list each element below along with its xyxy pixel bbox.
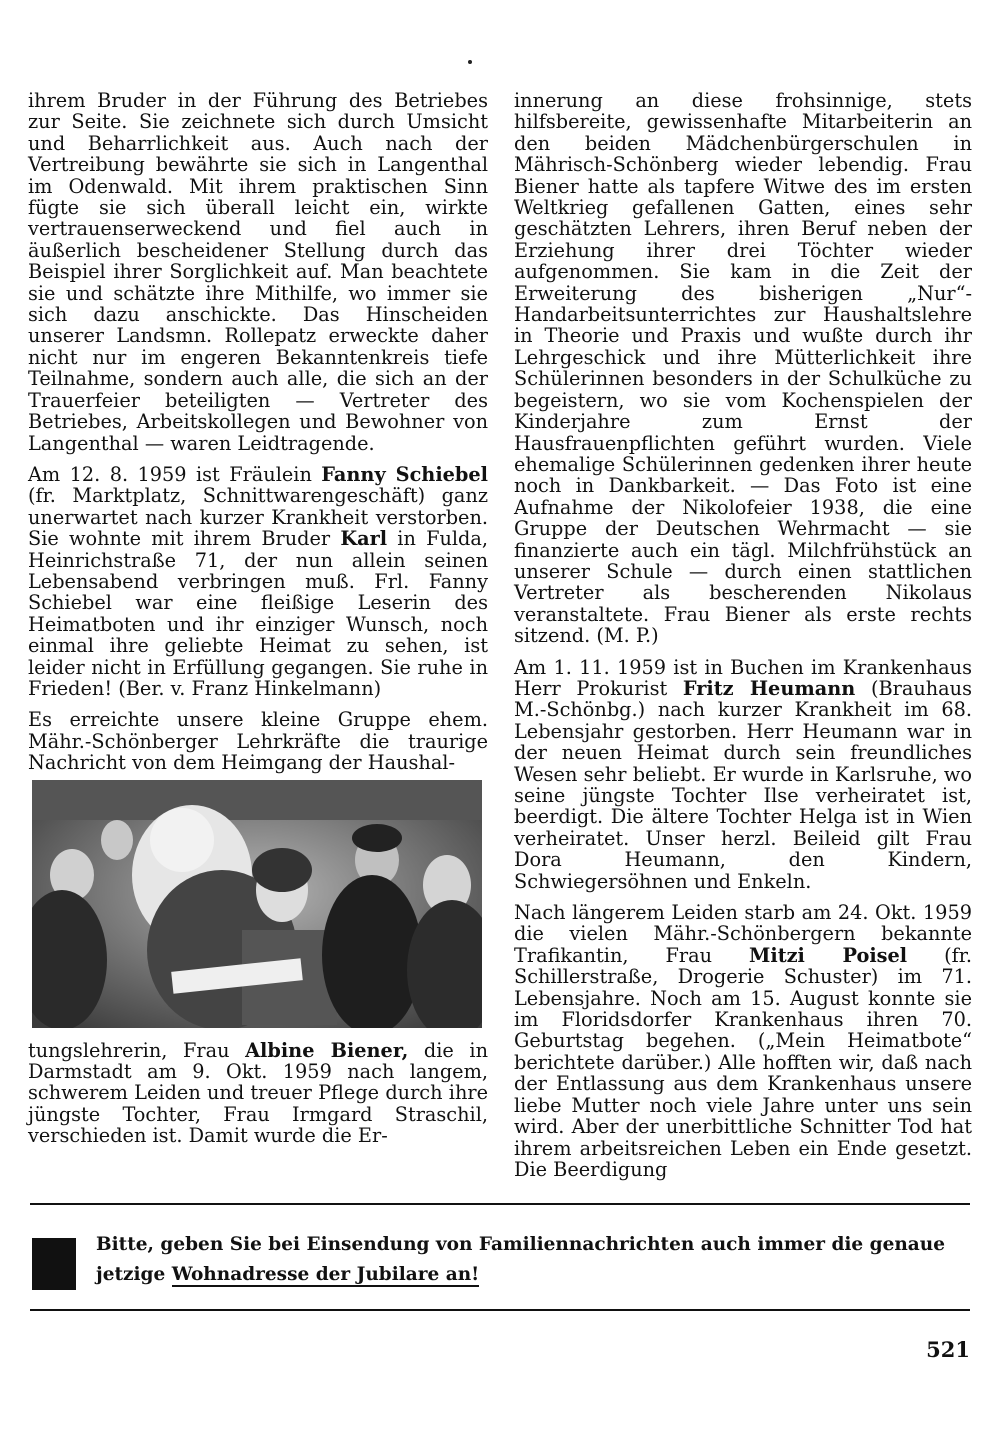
paragraph-biener: tungslehrerin, Frau Albine Biener, die in Darmstadt am 9. Okt. 1959 nach langem, schwerem Leiden und treuer Pflege durch ihre jüngste Tochter, Frau Irmgard Straschil, verschieden ist. Damit wurde die Er- (28, 1038, 488, 1148)
right-column (514, 90, 972, 1190)
print-speck (468, 60, 472, 64)
bottom-rule (30, 1309, 970, 1311)
paragraph-schiebel: Am 12. 8. 1959 ist Fräulein Fanny Schiebel (fr. Marktplatz, Schnittwarengeschäft) ganz unerwartet nach kurzer Krankheit verstorben. Sie wohnte mit ihrem Bruder Karl in Fulda, Heinrichstraße 71, der nun allein seinen Lebensabend verbringen muß. Frl. Fanny Schiebel war eine fleißige Leserin des Heimatboten und ihr einziger Wunsch, noch einmal ihre geliebte Heimat zu sehen, ist leider nicht in Erfüllung gegangen. Sie ruhe in Frieden! (Ber. v. Franz Hinkelmann) (28, 462, 488, 700)
photo-image (32, 780, 482, 1028)
paragraph-biener-continued: innerung an diese frohsinnige, stets hilfsbereite, gewissenhafte Mitarbeiterin an den beiden Mädchenbürgerschulen in Mährisch-Schönberg wieder lebendig. Frau Biener hatte als tapfere Witwe des im ersten Weltkrieg gefallenen Gatten, eines sehr geschätzten Lehrers, ihren Beruf neben der Erziehung ihrer drei Töchter wieder aufgenommen. Sie kam in die Zeit der Erweiterung des bisherigen „Nur“-Handarbeitsunterrichtes zur Haushaltslehre in Theorie und Praxis und wußte durch ihr Lehrgeschick und ihre Mütterlichkeit ihre Schülerinnen besonders in der Schulküche zu begeistern, wo sie vom Kochenspielen der Kinderjahre zum Ernst der Hausfrauenpflichten geführt wurden. Viele ehemalige Schülerinnen gedenken ihrer heute noch in Dankbarkeit. — Das Foto ist eine Aufnahme der Nikolofeier 1938, die eine Gruppe der Deutschen Wehrmacht — sie finanzierte auch ein tägl. Milchfrühstück an unserer Schule — durch einen stattlichen Vertreter als bescherenden Nikolaus veranstaltete. Frau Biener als erste rechts sitzend. (M. P.) (514, 89, 972, 648)
left-column (28, 90, 488, 1157)
name-fritz-heumann: Fritz Heumann (682, 676, 856, 700)
name-fanny-schiebel: Fanny Schiebel (321, 462, 488, 486)
nikolofeier-photo (32, 780, 482, 1028)
paragraph-heumann: Am 1. 11. 1959 ist in Buchen im Krankenhaus Herr Prokurist Fritz Heumann (Brauhaus M.-Schönbg.) nach kurzer Krankheit im 68. Lebensjahr gestorben. Herr Heumann war in der neuen Heimat durch sein freundliches Wesen sehr beliebt. Er wurde in Karlsruhe, wo seine jüngste Tochter Ilse verheiratet ist, beerdigt. Die ältere Tochter Helga ist in Wien verheiratet. Unser herzl. Beileid gilt Frau Dora Heumann, den Kindern, Schwiegersöhnen und Enkeln. (514, 655, 972, 893)
notice-underlined: Wohnadresse der Jubilare an! (171, 1264, 480, 1285)
notice-marker-square (32, 1238, 76, 1290)
paragraph-biener-intro: Es erreichte unsere kleine Gruppe ehem. Mähr.-Schönberger Lehrkräfte die traurige Nachricht von dem Heimgang der Haushal- (28, 708, 488, 775)
page-number: 521 (926, 1337, 970, 1362)
name-mitzi-poisel: Mitzi Poisel (749, 943, 908, 967)
name-karl: Karl (340, 527, 388, 551)
address-notice (96, 1230, 976, 1290)
notice-line-1: Bitte, geben Sie bei Einsendung von Familiennachrichten auch immer die genaue (96, 1234, 945, 1255)
paragraph-poisel: Nach längerem Leiden starb am 24. Okt. 1959 die vielen Mähr.-Schönbergern bekannte Trafikantin, Frau Mitzi Poisel (fr. Schillerstraße, Drogerie Schuster) im 71. Lebensjahre. Noch am 15. August konnte sie im Floridsdorfer Krankenhaus ihren 70. Geburtstag begehen. („Mein Heimatbote“ berichtete darüber.) Alle hofften wir, daß nach der Entlassung aus dem Krankenhaus unsere liebe Mutter noch viele Jahre unter uns sein wird. Aber der unerbittliche Schnitter Tod hat ihrem arbeitsreichen Leben ein Ende gesetzt. Die Beerdigung (514, 901, 972, 1181)
name-albine-biener: Albine Biener, (245, 1038, 409, 1062)
top-rule (30, 1203, 970, 1205)
notice-line-2: jetzige Wohnadresse der Jubilare an! (96, 1264, 480, 1285)
paragraph-rollepatz: ihrem Bruder in der Führung des Betriebes zur Seite. Sie zeichnete sich durch Umsicht und Beharrlichkeit aus. Auch nach der Vertreibung bewährte sie sich in Langenthal im Odenwald. Mit ihrem praktischen Sinn fügte sie sich überall leicht ein, wirkte vertrauenserweckend und fiel auch in äußerlich bescheidener Stellung durch das Beispiel ihrer Sorglichkeit auf. Man beachtete sie und schätzte ihre Mithilfe, wo immer sie sich dazu anschickte. Das Hinscheiden unserer Landsmn. Rollepatz erweckte daher nicht nur im engeren Bekanntenkreis tiefe Teilnahme, sondern auch alle, die sich an der Trauerfeier beteiligten — Vertreter des Betriebes, Arbeitskollegen und Bewohner von Langenthal — waren Leidtragende. (28, 89, 488, 455)
